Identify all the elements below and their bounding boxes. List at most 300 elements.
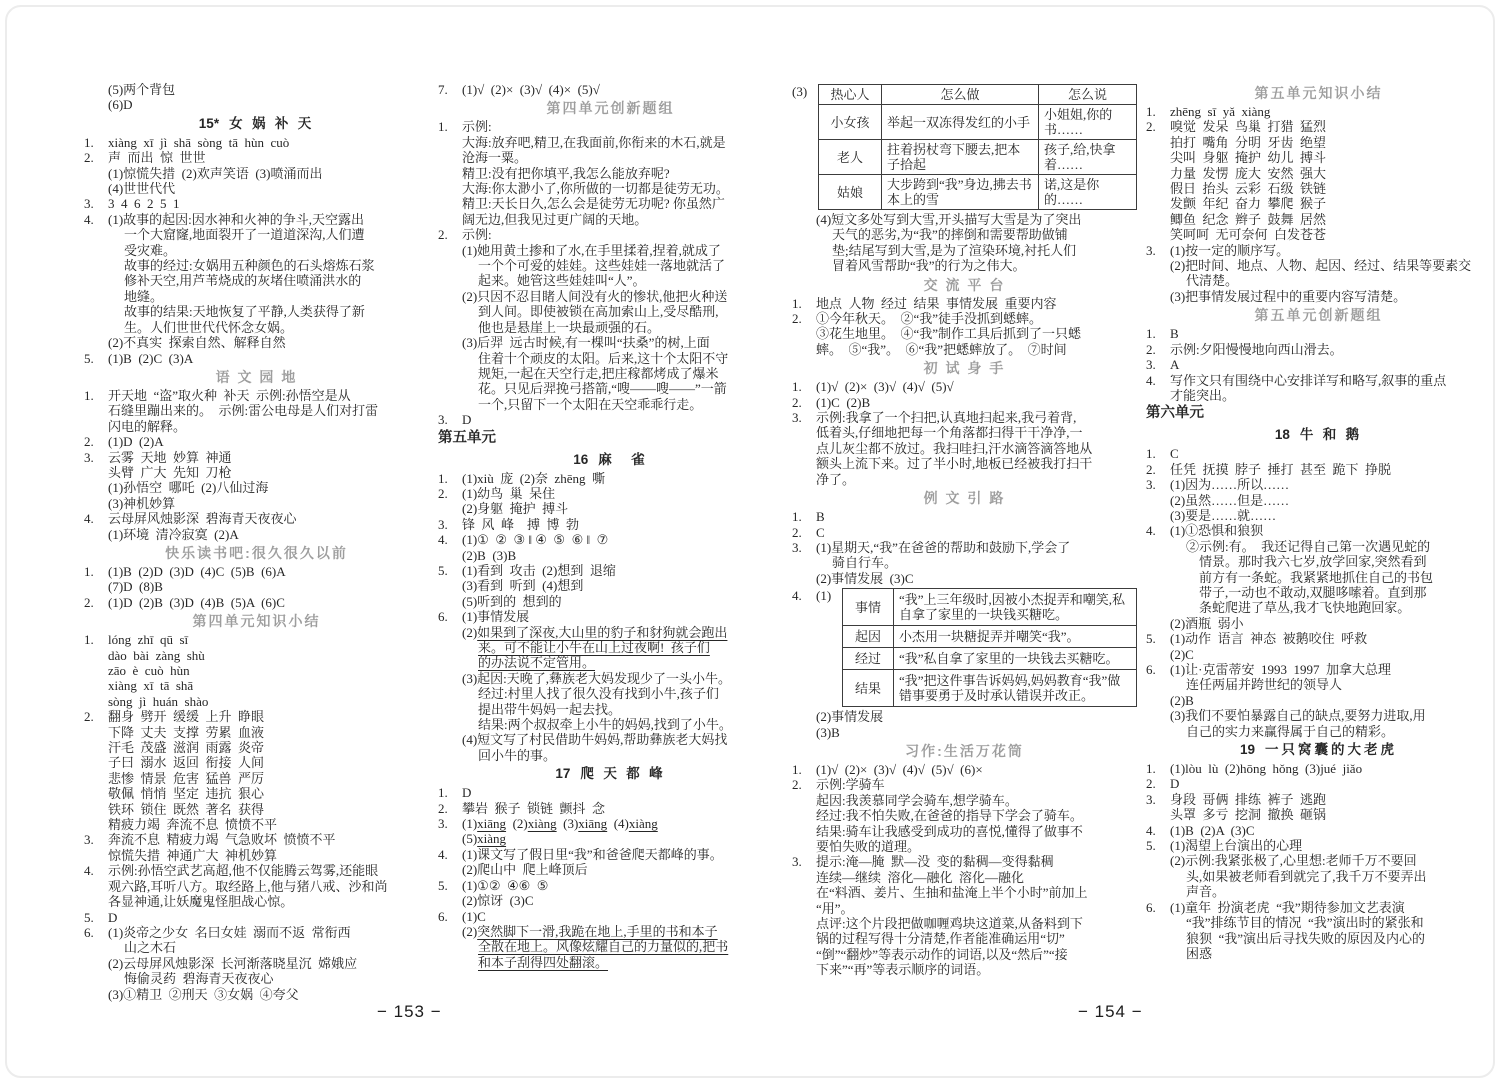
text-line: (2)爬山中 爬上峰顶后 — [462, 862, 588, 878]
unit-heading: 第六单元 — [1146, 405, 1204, 422]
item-number: 2. — [84, 594, 94, 610]
text-line: 故事的经过:女娲用五种颜色的石头熔炼石浆 — [124, 258, 375, 274]
column-4 — [1146, 82, 1491, 1002]
text-line: (1)事情发展 — [462, 609, 530, 625]
item-body — [462, 119, 783, 227]
answer-item — [84, 632, 429, 709]
answer-item — [438, 909, 783, 971]
item-number: 1. — [1146, 104, 1156, 119]
text-line: ②示例:有。 我还记得自己第一次遇见蛇的 — [1186, 538, 1431, 554]
text-line: 起来。她管这些娃娃叫“人”。 — [478, 273, 646, 289]
item-body — [1170, 662, 1491, 739]
text-line: 云雾 天地 妙算 神通 — [108, 449, 232, 465]
text-line: 开天地 “盗”取火种 补天 示例:孙悟空是从 — [108, 387, 351, 403]
underlined-answer: xiàng — [527, 816, 557, 832]
item-number: 2. — [84, 709, 94, 725]
table-row — [819, 105, 1137, 140]
text-line: (1)孙悟空 哪吒 (2)八仙过海 — [108, 480, 269, 496]
text-line: (1)xiù 庞 (2)奈 zhēng 嘶 — [462, 470, 605, 486]
text-line: “倒”“翻炒”等表示动作的词语,以及“然后”“接 — [816, 946, 1068, 962]
answer-item — [84, 135, 429, 150]
text-line: 下降 丈夫 支撑 劳累 血液 — [108, 724, 265, 740]
item-body — [108, 82, 429, 113]
lesson-title: 女 娲 补 天 — [229, 115, 315, 131]
text-line: 花。只见后羿挽弓搭箭,“嗖——嗖——”一箭 — [478, 381, 727, 397]
answer-item — [792, 709, 1137, 740]
item-body — [108, 135, 429, 150]
table-cell: “我”把这件事告诉妈妈,妈妈教育“我”做错事要勇于及时承认错误并改正。 — [894, 670, 1137, 707]
text-line: 全散在地上。风像炫耀自己的力量似的,把书 — [478, 939, 729, 955]
text-line: dào bài zàng shù — [108, 647, 205, 663]
text-line: (4)短文写了村民借助牛妈妈,帮助彝族老大妈找 — [462, 732, 728, 748]
text-line: 连任两届并跨世纪的领导人 — [1186, 677, 1343, 693]
text-line: (1)因为……所以…… — [1170, 477, 1290, 493]
item-number: 4. — [84, 211, 94, 227]
answer-item — [84, 450, 429, 512]
text-segment: (2) — [462, 624, 478, 640]
text-segment: (2) — [506, 816, 528, 832]
item-body — [108, 595, 429, 610]
item-number: 1. — [84, 134, 94, 150]
answer-item — [84, 709, 429, 832]
text-line: 身段 哥俩 排练 裤子 逃跑 — [1170, 791, 1327, 807]
answer-item — [84, 82, 429, 113]
text-line: 大海:你太渺小了,你所做的一切都是徒劳无功。 — [462, 181, 729, 197]
text-line: “用”。 — [816, 900, 854, 916]
text-line: 一个,只留下一个太阳在天空乖乖行走。 — [478, 396, 703, 412]
text-line: (3)后羿 远古时候,有一棵叫“扶桑”的树,上面 — [462, 335, 710, 351]
answer-item — [84, 212, 429, 351]
text-line: (1)渴望上台演出的心理 — [1170, 838, 1303, 854]
item-number: 2. — [84, 434, 94, 450]
text-line: 规矩,一起在天空行走,把庄稼都烤成了爆米 — [478, 365, 719, 381]
text-line: xiàng xī jì shā sòng tā hùn cuò — [108, 134, 290, 150]
item-number — [792, 212, 816, 274]
text-line: (3)神机妙算 — [108, 495, 176, 511]
text-line: B — [816, 509, 825, 525]
table-row — [843, 626, 1137, 648]
answer-item — [438, 227, 783, 412]
text-line: B — [1170, 326, 1179, 342]
item-number: 1. — [792, 295, 802, 311]
text-line: C — [816, 524, 825, 540]
text-line: (1)D (2)B (3)D (4)B (5)A (6)C — [108, 594, 285, 610]
underlined-answer: 如果到了深夜,大山里的豹子和豺狗就会跑出 — [477, 624, 728, 640]
text-line: (1)lòu lù (2)hōng hǒng (3)jué jiǎo — [1170, 761, 1363, 777]
section-heading: 快乐读书吧:很久很久以前 — [165, 544, 348, 561]
section-heading: 语 文 园 地 — [215, 368, 298, 385]
text-segment: (1) — [462, 816, 478, 832]
answer-item — [1146, 357, 1491, 372]
answer-item — [1146, 900, 1491, 962]
text-line: ③花生地里。 ④“我”制作工具后抓到了一只蟋 — [816, 326, 1082, 342]
text-line: 惊慌失措 神通广大 神机妙算 — [108, 847, 278, 863]
answer-item — [792, 395, 1137, 410]
text-line: (3)看到 听到 (4)想到 — [462, 578, 584, 594]
text-line: 低着头,仔细地把每一个角落都扫得干干净净,一 — [816, 425, 1083, 441]
item-body — [1170, 523, 1491, 631]
answer-item — [1146, 662, 1491, 739]
section-heading: 第四单元知识小结 — [192, 613, 321, 630]
answer-item — [1146, 104, 1491, 119]
answer-item — [792, 410, 1137, 487]
item-body — [816, 854, 1137, 977]
text-line: 回小牛的事。 — [478, 747, 557, 763]
item-body — [462, 909, 783, 971]
item-number: 3. — [84, 196, 94, 212]
item-body — [462, 471, 783, 486]
item-number: 4. — [438, 846, 448, 862]
item-body — [108, 511, 429, 542]
text-line: (1)C (2)B — [816, 394, 871, 410]
text-line: 示例:孙悟空武艺高超,他不仅能腾云驾雾,还能眼 — [108, 863, 379, 879]
item-body — [462, 563, 783, 609]
text-line: 地缝。 — [124, 288, 164, 304]
text-line — [462, 816, 783, 831]
item-body — [462, 847, 783, 878]
text-line: (1)环境 清冷寂寞 (2)A — [108, 526, 239, 542]
text-line: (3)把事情发展过程中的重要内容写清楚。 — [1170, 288, 1407, 304]
text-line: 示例: — [462, 227, 492, 243]
text-line: C — [1170, 446, 1179, 462]
item-body — [108, 632, 429, 709]
item-body — [108, 564, 429, 595]
item-number: 3. — [438, 412, 448, 428]
text-line: 头臂 广大 先知 刀枪 — [108, 464, 232, 480]
text-line: (2)B — [1170, 692, 1194, 708]
lesson-number: 17 — [555, 766, 571, 782]
text-line: 到人间。即使被锁在高加索山上,受尽酷刑, — [478, 304, 719, 320]
item-number: 5. — [1146, 838, 1156, 854]
item-body — [1170, 823, 1491, 838]
text-line: (2)身躯 掩护 搏斗 — [462, 501, 569, 517]
item-body — [1170, 342, 1491, 357]
text-line: 头,如果被老师看到就完了,我千万不要弄出 — [1186, 868, 1427, 884]
answer-item — [84, 150, 429, 196]
text-line: zhēng sī yǎ xiàng — [1170, 104, 1271, 119]
table-cell: 小杰用一块糖捉弄并嘲笑“我”。 — [894, 626, 1137, 648]
table-cell: “我”私自拿了家里的一块钱去买糖吃。 — [894, 648, 1137, 670]
text-line: 尖叫 身躯 掩护 幼儿 搏斗 — [1170, 150, 1327, 166]
table-header-cell: 怎么做 — [882, 85, 1039, 105]
text-line: (1)√ (2)× (3)√ (4)× (5)√ — [462, 82, 600, 97]
text-line: 石缝里蹦出来的。 示例:雷公电母是人们对打雷 — [108, 403, 379, 419]
item-number: 4. — [1146, 822, 1156, 838]
text-line: 声 而出 惊 世世 — [108, 150, 206, 166]
text-line: (7)D (8)B — [108, 579, 163, 595]
text-line: 蟀。 ⑤“我”。 ⑥“我”把蟋蟀放了。 ⑦时间 — [816, 341, 1067, 357]
text-segment: (5) — [462, 831, 478, 847]
text-line: 点儿灰尘都不放过。我扫哇扫,汗水滴答滴答地从 — [816, 440, 1093, 456]
item-body — [462, 878, 783, 909]
table-cell: 举起一双冻得发红的小手 — [882, 105, 1039, 140]
text-line: 来。可不能让小牛在山上过夜啊! 孩子们 — [478, 640, 710, 655]
text-line: 精卫:没有把你填平,我怎么能放弃呢? — [462, 165, 670, 181]
answer-item — [84, 196, 429, 211]
item-number: 3. — [1146, 242, 1156, 258]
item-body — [1170, 761, 1491, 776]
answer-item — [438, 517, 783, 532]
table-row — [819, 140, 1137, 175]
answer-item — [438, 563, 783, 609]
lesson-number: 16 — [573, 451, 589, 467]
answer-item — [438, 412, 783, 427]
item-body — [1170, 477, 1491, 523]
answer-item — [1146, 462, 1491, 477]
item-body — [108, 450, 429, 512]
answer-item — [792, 540, 1137, 586]
text-line: 结果:骑车让我感受到成功的喜悦,懂得了做事不 — [816, 823, 1083, 839]
text-line: 沧海一粟。 — [462, 150, 528, 166]
text-segment: (3) — [556, 816, 579, 832]
item-body — [108, 196, 429, 211]
text-line — [462, 924, 783, 939]
item-number: 6. — [1146, 899, 1156, 915]
item-number: 2. — [792, 524, 802, 540]
text-line: (1)惊慌失措 (2)欢声笑语 (3)喷涌而出 — [108, 165, 323, 181]
column-1 — [84, 82, 429, 1002]
text-line: 代清楚。 — [1186, 273, 1239, 289]
text-line: 下来”“再”等表示顺序的词语。 — [816, 962, 990, 978]
text-line: “我”排练节目的情况 “我”演出时的紧张和 — [1186, 915, 1424, 931]
item-number: 4. — [1146, 523, 1156, 539]
text-line: (2)不真实 探索自然、解释自然 — [108, 335, 286, 351]
table-cell: 孩子,给,快拿着…… — [1039, 140, 1137, 175]
text-line: (1)√ (2)× (3)√ (4)√ (5)√ (6)× — [816, 761, 983, 777]
text-line: 发颤 年纪 奋力 攀爬 猴子 — [1170, 196, 1327, 212]
item-body — [108, 351, 429, 366]
item-body — [462, 227, 783, 412]
text-line: 锋 风 峰 搏 博 勃 — [462, 516, 580, 532]
item-number: 2. — [792, 311, 802, 327]
item-number: 6. — [1146, 662, 1156, 677]
text-line: 结果:两个叔叔牵上小牛的妈妈,找到了小牛。 — [478, 717, 732, 733]
text-line: 各显神通,让妖魔鬼怪胆战心惊。 — [108, 894, 294, 910]
text-line: 经过:村里人找了很久没有找到小牛,孩子们 — [478, 686, 719, 702]
item-number: 1. — [792, 761, 802, 777]
item-number: 1. — [1146, 326, 1156, 342]
text-line: 拍打 嘴角 分明 牙齿 绝望 — [1170, 134, 1327, 150]
table-cell: 小女孩 — [819, 105, 882, 140]
item-body — [462, 609, 783, 763]
text-line: 假日 抬头 云彩 石级 铁链 — [1170, 181, 1327, 197]
item-body — [108, 863, 429, 909]
answer-item — [84, 351, 429, 366]
lesson-heading — [1146, 740, 1491, 760]
item-body — [816, 525, 1137, 540]
item-number: 2. — [1146, 776, 1156, 792]
lesson-title: 麻 雀 — [598, 451, 648, 467]
item-body — [1170, 462, 1491, 477]
item-number: 1. — [792, 509, 802, 525]
table-cell: 经过 — [843, 648, 894, 670]
table-cell: 大步跨到“我”身边,拂去书本上的雪 — [882, 175, 1039, 210]
text-line: 骑自行车。 — [832, 555, 898, 571]
answer-item — [1146, 761, 1491, 776]
text-line: 观六路,耳听八方。取经路上,他与猪八戒、沙和尚 — [108, 878, 388, 894]
item-number: 1. — [84, 563, 94, 579]
answer-item — [1146, 477, 1491, 523]
item-body — [816, 709, 1137, 740]
text-line: D — [1170, 776, 1180, 792]
text-line: 力量 发愣 庞大 安然 强大 — [1170, 165, 1327, 181]
item-body — [108, 150, 429, 196]
answer-item — [438, 816, 783, 847]
text-line: (2)事情发展 — [816, 709, 884, 725]
text-line: 头罩 多亏 挖洞 撤换 砸锅 — [1170, 807, 1327, 823]
item-number: 4. — [792, 588, 802, 604]
text-line: 在“料酒、姜片、生抽和盐淹上半个小时”前加上 — [816, 885, 1088, 901]
item-number: 2. — [1146, 119, 1156, 135]
text-line: 攀岩 猴子 锁链 颤抖 念 — [462, 800, 606, 816]
item-number: 1. — [438, 119, 448, 135]
item-body — [816, 296, 1137, 311]
text-line: A — [1170, 357, 1180, 373]
text-line: 云母屏风烛影深 碧海青天夜夜心 — [108, 511, 297, 527]
text-line: (1)①② ④⑥ ⑤ — [462, 877, 549, 893]
text-line: 额头上流下来。过了半小时,地板已经被我打扫干 — [816, 456, 1093, 472]
text-line: (3)我们不要怕暴露自己的缺点,要努力进取,用 — [1170, 708, 1426, 724]
answer-item — [438, 82, 783, 97]
answer-item — [1146, 823, 1491, 838]
text-line: 和本子刮得四处翻滚。 — [478, 954, 609, 970]
text-line: (2)C — [1170, 646, 1194, 662]
item-body — [816, 410, 1137, 487]
item-number: 1. — [792, 379, 802, 395]
item-number: 3. — [1146, 357, 1156, 373]
answer-item — [1146, 446, 1491, 461]
text-line: (6)D — [108, 97, 133, 113]
table-block — [792, 588, 1137, 707]
item-number: 1. — [438, 785, 448, 801]
text-line: 嗅觉 发呆 鸟巢 打猎 猛烈 — [1170, 119, 1327, 135]
item-body — [816, 777, 1137, 854]
answer-table — [818, 84, 1137, 210]
answer-item — [1146, 838, 1491, 900]
text-line: 冒着风雪帮助“我”的行为之伟大。 — [832, 258, 1026, 274]
item-number: 1. — [1146, 446, 1156, 462]
answer-item — [84, 595, 429, 610]
text-line: (2)把时间、地点、人物、起因、经过、结果等要素交 — [1170, 258, 1472, 274]
text-line: 地点 人物 经过 结果 事情发展 重要内容 — [816, 295, 1057, 311]
lesson-heading — [1146, 425, 1491, 445]
answer-item — [792, 762, 1137, 777]
text-line: (5)听到的 想到的 — [462, 593, 562, 609]
item-body — [108, 388, 429, 434]
lesson-number: 19 — [1239, 742, 1256, 758]
answer-item — [1146, 119, 1491, 242]
item-body — [462, 801, 783, 816]
text-line: 要怕失败的道理。 — [816, 838, 921, 854]
answer-item — [792, 311, 1137, 357]
answer-columns — [84, 82, 1486, 1002]
sub-item-label: (3) — [792, 84, 808, 99]
text-line: (3)起因:天晚了,彝族老大妈发现少了一头小牛。 — [462, 670, 732, 686]
text-line: (1)√ (2)× (3)√ (4)√ (5)√ — [816, 379, 954, 395]
answer-item — [792, 525, 1137, 540]
item-body — [108, 434, 429, 449]
item-body — [1170, 631, 1491, 662]
text-line: 连续—继续 溶化—融化 溶化—融化 — [816, 869, 1025, 885]
item-body — [462, 816, 783, 847]
table-cell: 老人 — [819, 140, 882, 175]
table-header-cell: 怎么说 — [1039, 85, 1137, 105]
lesson-heading — [438, 764, 783, 784]
page-number-left: − 153 − — [377, 1002, 442, 1021]
text-line: 困惑 — [1186, 945, 1213, 961]
item-body — [462, 486, 783, 517]
answer-item — [438, 609, 783, 763]
lesson-title: 爬 天 都 峰 — [580, 766, 666, 782]
text-line: 悔偷灵药 碧海青天夜夜心 — [124, 971, 274, 987]
item-number: 4. — [438, 532, 448, 548]
text-line: (1)C — [462, 908, 486, 924]
lesson-heading — [438, 450, 783, 470]
item-body — [462, 532, 783, 563]
answer-item — [1146, 523, 1491, 631]
text-line: 悲惨 情景 危害 猛兽 严厉 — [108, 770, 265, 786]
text-line: (1)D (2)A — [108, 434, 164, 450]
section-heading: 第五单元创新题组 — [1254, 307, 1383, 324]
item-body — [462, 412, 783, 427]
table-row — [843, 670, 1137, 707]
table-cell: 起因 — [843, 626, 894, 648]
answer-item — [438, 847, 783, 878]
text-line: 汗毛 茂盛 滋润 雨露 炎帝 — [108, 740, 265, 756]
text-line: 3 4 6 2 5 1 — [108, 196, 180, 212]
answer-item — [84, 388, 429, 434]
column-2 — [438, 82, 783, 1002]
item-number: 3. — [84, 832, 94, 848]
text-line: 情景。那时我六七岁,放学回家,突然看到 — [1199, 554, 1427, 570]
item-number: 3. — [792, 854, 802, 870]
table-block — [792, 84, 1137, 210]
text-line: 自己的实力来赢得属于自己的精彩。 — [1186, 723, 1395, 739]
table-cell: 姑娘 — [819, 175, 882, 210]
text-line: 精疲力竭 奔流不息 愤愤不平 — [108, 817, 278, 833]
item-body — [816, 509, 1137, 524]
text-line: (1)① ② ③ ‖ ④ ⑤ ⑥ ‖ ⑦ — [462, 532, 609, 548]
text-line: 生。人们世世代代怀念女娲。 — [124, 319, 294, 335]
answer-item — [792, 509, 1137, 524]
section-heading: 第四单元创新题组 — [546, 100, 675, 117]
item-number: 2. — [1146, 461, 1156, 477]
text-line: (4)世世代代 — [108, 181, 176, 197]
text-line: 敬佩 悄悄 坚定 违抗 狠心 — [108, 786, 265, 802]
item-number: 1. — [84, 632, 94, 648]
text-line: (1)幼鸟 巢 呆住 — [462, 485, 556, 501]
text-line: 示例:我拿了一个扫把,认真地扫起来,我弓着背, — [816, 410, 1077, 426]
text-line: (1)B (2)A (3)C — [1170, 822, 1255, 838]
text-line: 写作文只有围绕中心安排详写和略写,叙事的重点 — [1170, 372, 1447, 388]
text-line: (1)B (2)C (3)A — [108, 350, 194, 366]
answer-item — [1146, 326, 1491, 341]
underlined-answer: xiàng — [628, 816, 658, 832]
item-number: 2. — [792, 777, 802, 793]
underlined-answer: xiāng — [477, 816, 507, 832]
text-line: 垫;结尾写到大雪,是为了渲染环境,衬托人们 — [832, 242, 1077, 258]
item-number: 3. — [438, 516, 448, 532]
answer-item — [84, 564, 429, 595]
item-number: 2. — [792, 394, 802, 410]
item-body — [816, 379, 1137, 394]
item-number: 6. — [84, 924, 94, 940]
text-line: (1)她用黄土掺和了水,在手里揉着,捏着,就成了 — [462, 242, 721, 258]
answer-item — [84, 925, 429, 1002]
answer-item — [438, 801, 783, 816]
text-line: 前方有一条蛇。我紧紧地抓住自己的书包 — [1199, 569, 1434, 585]
text-line: 条蛇爬进了草丛,我才飞快地跑回家。 — [1199, 600, 1411, 616]
